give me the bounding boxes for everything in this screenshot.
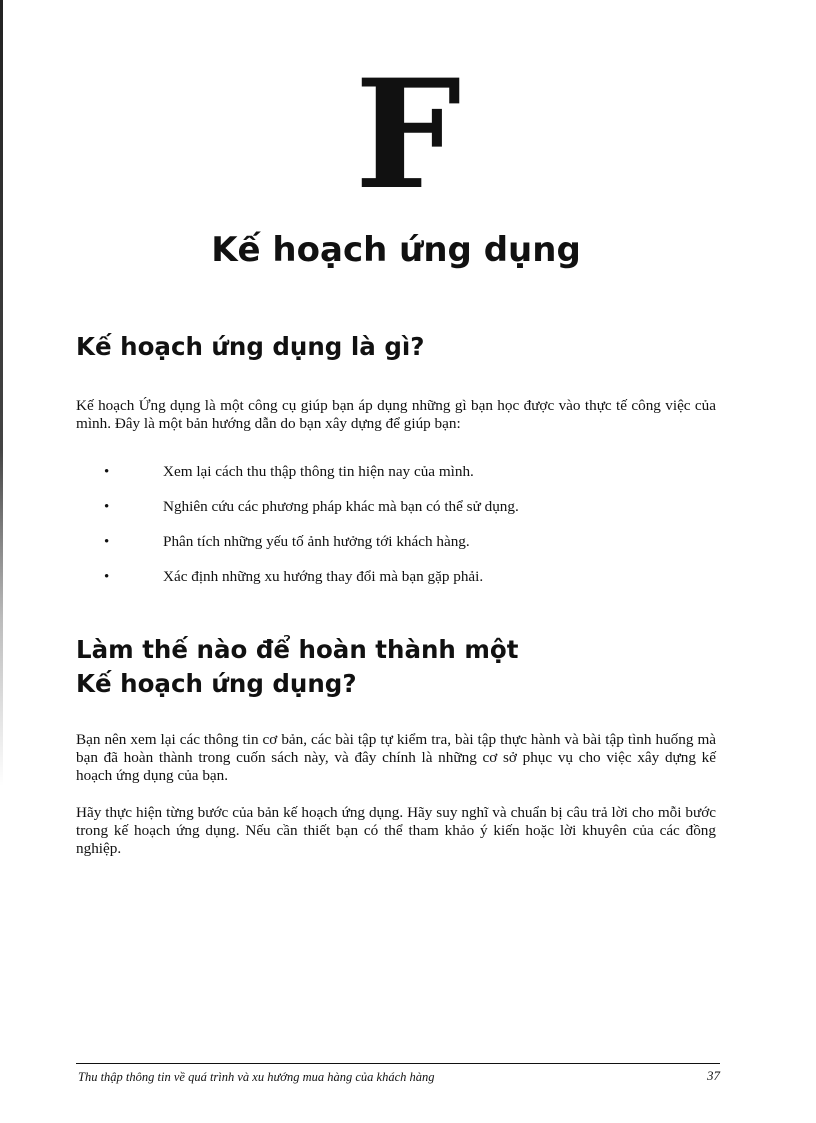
list-item [104,567,704,602]
section-intro-paragraph: Kế hoạch Ứng dụng là một công cụ giúp bạn áp dụng những gì bạn học được vào thực tế công việc của mình. Đây là một bản hướng dẫn do bạn xây dựng để giúp bạn: [76,397,716,432]
list-item [104,532,704,567]
section-heading-what-is: Kế hoạch ứng dụng là gì? [76,332,425,361]
bullet-dot: • [104,569,110,585]
bullet-list [104,462,704,602]
page-number: 37 [707,1068,720,1083]
list-item [104,462,704,497]
section-heading-line-1: Làm thế nào để hoàn thành một [76,635,519,664]
bullet-dot: • [104,464,110,480]
bullet-text: Nghiên cứu các phương pháp khác mà bạn có thể sử dụng. [163,498,519,515]
list-item [104,497,704,532]
bullet-dot: • [104,499,110,515]
bullet-text: Xác định những xu hướng thay đổi mà bạn gặp phải. [163,568,484,585]
body-paragraph-2: Hãy thực hiện từng bước của bản kế hoạch ứng dụng. Hãy suy nghĩ và chuẩn bị câu trả lời cho mỗi bước trong kế hoạch ứng dụng. Nếu cần thiết bạn có thể tham khảo ý kiến hoặc lời khuyên của các đồng nghiệp. [76,804,716,857]
section-heading-line-2: Kế hoạch ứng dụng? [76,669,357,698]
footer-running-title: Thu thập thông tin về quá trình và xu hướng mua hàng của khách hàng [78,1070,435,1084]
bullet-text: Phân tích những yếu tố ảnh hưởng tới khách hàng. [163,533,470,550]
footer-rule [76,1063,720,1064]
bullet-text: Xem lại cách thu thập thông tin hiện nay của mình. [163,463,474,480]
bullet-dot: • [104,534,110,550]
chapter-letter: F [354,47,462,223]
chapter-title: Kế hoạch ứng dụng [211,230,581,270]
section-heading-how-to [76,633,676,701]
body-paragraph-1: Bạn nên xem lại các thông tin cơ bản, các bài tập tự kiểm tra, bài tập thực hành và bài tập tình huống mà bạn đã hoàn thành trong cuốn sách này, và đây chính là những cơ sở phục vụ cho việc xây dựng kế hoạch ứng dụng của bạn. [76,731,716,784]
